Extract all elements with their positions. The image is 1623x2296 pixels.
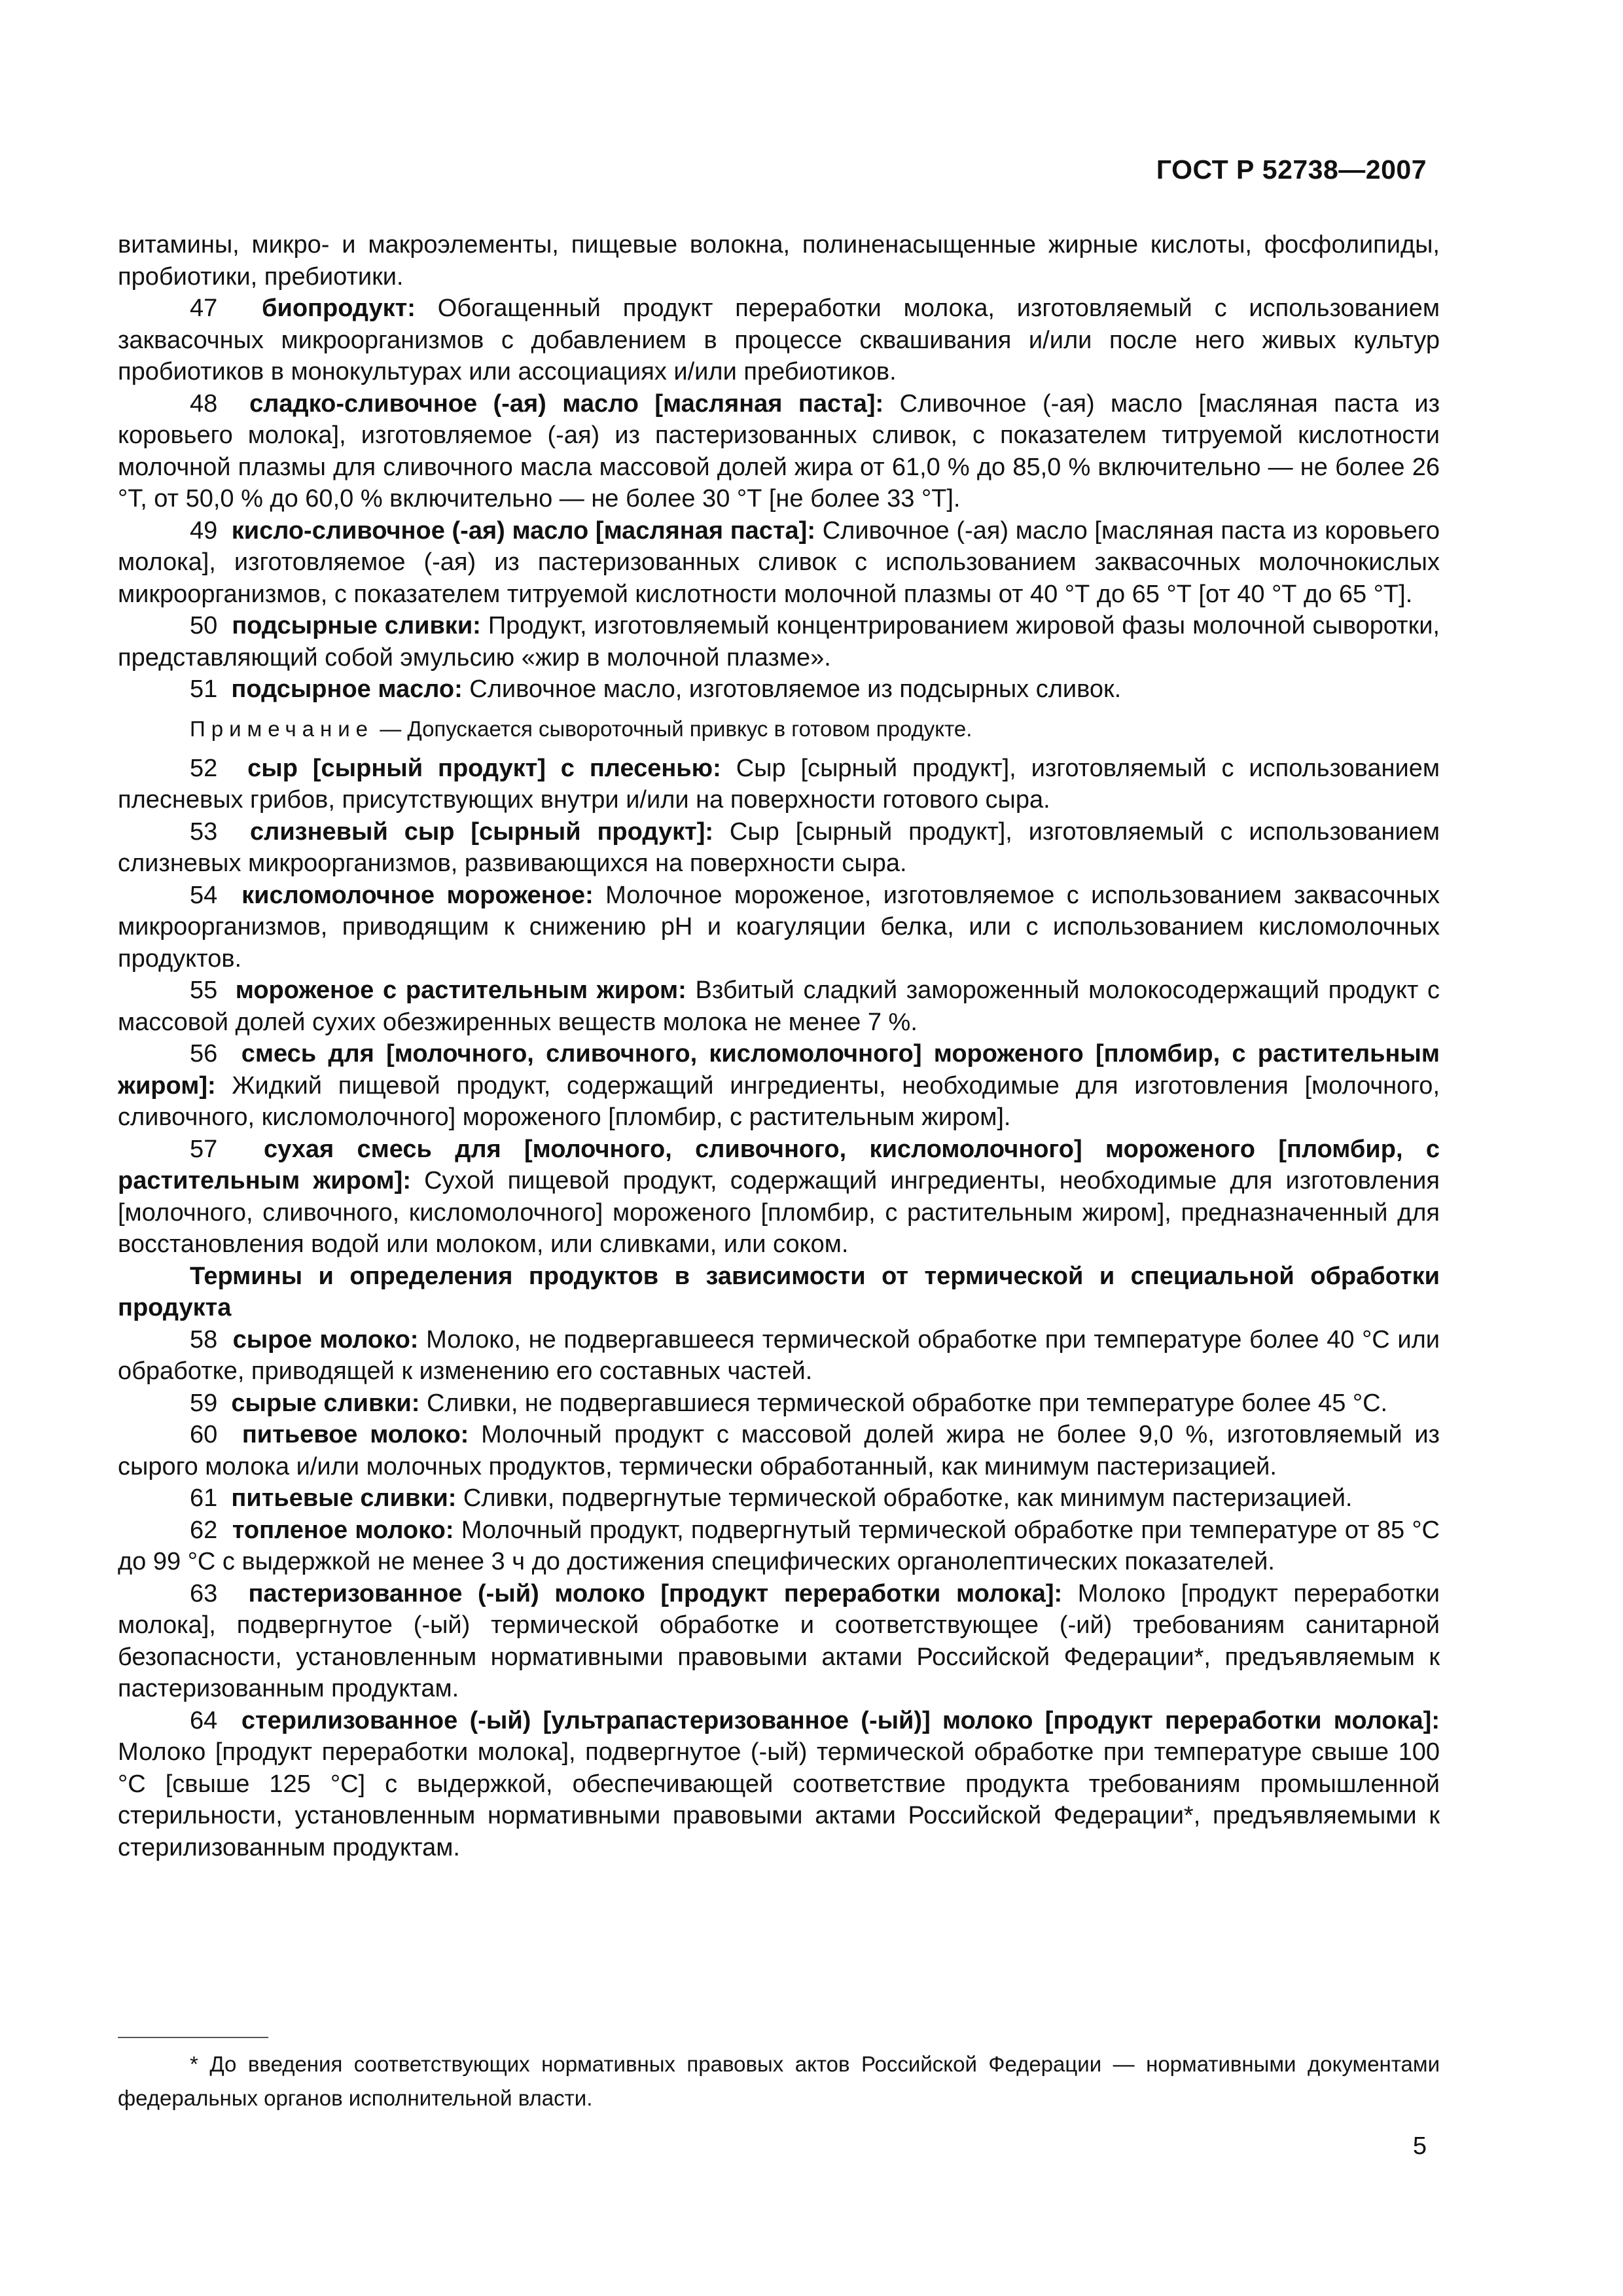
term-title: кисло-сливочное (-ая) масло [масляная паста]:: [231, 516, 815, 545]
entry-number: 55: [190, 977, 218, 1004]
entry-number: 54: [190, 881, 218, 909]
term-entry-59: [118, 1388, 1440, 1420]
term-entry-55: [118, 975, 1440, 1038]
term-definition: Сливки, подвергнутые термической обработке, как минимум пастеризацией.: [463, 1484, 1353, 1512]
term-entry-57: [118, 1134, 1440, 1261]
term-entry-54: [118, 880, 1440, 975]
term-title: питьевое молоко:: [241, 1421, 469, 1448]
term-entry-50: [118, 610, 1440, 673]
entry-number: 61: [190, 1484, 218, 1512]
page-number: 5: [1412, 2132, 1427, 2160]
term-entry-62: [118, 1515, 1440, 1578]
term-entry-52: [118, 753, 1440, 816]
entry-number: 63: [190, 1579, 218, 1607]
term-entry-49: [118, 515, 1440, 611]
term-title: пастеризованное (-ый) молоко [продукт переработки молока]:: [248, 1579, 1063, 1607]
entry-number: 59: [190, 1389, 218, 1417]
standard-header: ГОСТ Р 52738—2007: [1156, 154, 1427, 185]
term-entry-51: [118, 673, 1440, 706]
note-label: Примечание: [190, 716, 374, 741]
term-definition: Жидкий пищевой продукт, содержащий ингредиенты, необходимые для изготовления [молочного, сливочного, кисломолочного] мороженого [пломбир, с растительным жиром].: [118, 1071, 1440, 1131]
term-entry-56: [118, 1038, 1440, 1134]
term-title: биопродукт:: [261, 295, 416, 322]
entry-number: 48: [190, 389, 218, 418]
term-definition: Сухой пищевой продукт, содержащий ингредиенты, необходимые для изготовления [молочного, сливочного, кисломолочного] мороженого [пломбир, с растительным жиром], предназначенный для восстановления водой или молоком, или сливками, или соком.: [118, 1167, 1440, 1258]
footnote-divider: [118, 2037, 268, 2038]
term-definition: Сливки, не подвергавшиеся термической обработке при температуре более 45 °С.: [426, 1389, 1388, 1417]
body-text: [118, 229, 1440, 1863]
term-title: стерилизованное (-ый) [ультрапастеризованное (-ый)] молоко [продукт переработки молока]:: [241, 1706, 1440, 1734]
term-entry-63: [118, 1578, 1440, 1705]
term-definition: Молочное мороженое, изготовляемое с использованием заквасочных микроорганизмов, приводящим к снижению pH и коагуляции белка, или с использованием кисломолочных продуктов.: [118, 881, 1440, 973]
term-definition: Продукт, изготовляемый концентрированием жировой фазы молочной сыворотки, представляющий собой эмульсию «жир в молочной плазме».: [118, 612, 1440, 672]
term-title: подсырное масло:: [231, 675, 463, 703]
term-entry-61: [118, 1482, 1440, 1515]
term-definition: Молоко [продукт переработки молока], подвергнутое (-ый) термической обработке и соответствующее (-ий) требованиям санитарной безопасности, установленным нормативными правовыми актами Российской Федерации*, предъявляемым к пастеризованным продуктам.: [118, 1579, 1440, 1702]
footnote: * До введения соответствующих нормативных правовых актов Российской Федерации — нормативными документами федеральных органов исполнительной власти.: [118, 2052, 1440, 2110]
entry-number: 64: [190, 1706, 218, 1734]
term-definition: Молочный продукт с массовой долей жира не более 9,0 %, изготовляемый из сырого молока и/или молочных продуктов, термически обработанный, как минимум пастеризацией.: [118, 1421, 1440, 1480]
term-title: мороженое с растительным жиром:: [235, 977, 687, 1004]
term-entry-47: [118, 293, 1440, 388]
term-entry-48: [118, 388, 1440, 515]
entry-number: 52: [190, 754, 218, 782]
term-title: топленое молоко:: [232, 1516, 454, 1544]
entry-number: 51: [190, 675, 218, 703]
term-entry-53: [118, 816, 1440, 880]
term-definition: Обогащенный продукт переработки молока, изготовляемый с использованием заквасочных микроорганизмов с добавлением в процессе сквашивания и/или после него живых культур пробиотиков в монокультурах или ассоциациях и/или пребиотиков.: [118, 295, 1440, 386]
term-entry-64: [118, 1705, 1440, 1864]
term-definition: Молоко [продукт переработки молока], подвергнутое (-ый) термической обработке при температуре свыше 100 °С [свыше 125 °С] с выдержкой, обеспечивающей соответствие продукта требованиям промышленной стерильности, установленным нормативными правовыми актами Российской Федерации*, предъявляемыми к стерилизованным продуктам.: [118, 1738, 1440, 1861]
term-definition: Молоко, не подвергавшееся термической обработке при температуре более 40 °С или обработке, приводящей к изменению его составных частей.: [118, 1325, 1440, 1385]
term-title: сыр [сырный продукт] с плесенью:: [247, 754, 721, 782]
term-title: слизневый сыр [сырный продукт]:: [250, 817, 714, 846]
term-title: кисломолочное мороженое:: [241, 881, 594, 909]
entry-number: 53: [190, 817, 218, 846]
term-definition: Взбитый сладкий замороженный молокосодержащий продукт с массовой долей сухих обезжиренных веществ молока не менее 7 %.: [118, 977, 1440, 1036]
term-definition: Сливочное (-ая) масло [масляная паста из коровьего молока], изготовляемое (-ая) из пастеризованных сливок, с показателем титруемой кислотности молочной плазмы для сливочного масла массовой долей жира от 61,0 % до 85,0 % включительно — не более 26 °Т, от 50,0 % до 60,0 % включительно — не более 30 °Т [не более 33 °Т].: [118, 389, 1440, 512]
note-text: — Допускается сывороточный привкус в готовом продукте.: [380, 716, 972, 741]
term-title: смесь для [молочного, сливочного, кисломолочного] мороженого [пломбир, с растительным жиром]:: [118, 1040, 1440, 1100]
entry-number: 60: [190, 1421, 218, 1448]
section-heading: Термины и определения продуктов в зависимости от термической и специальной обработки продукта: [118, 1262, 1440, 1321]
entry-number: 62: [190, 1516, 218, 1544]
term-title: сырое молоко:: [232, 1325, 419, 1354]
term-definition: Сыр [сырный продукт], изготовляемый с использованием плесневых грибов, присутствующих внутри и/или на поверхности готового сыра.: [118, 754, 1440, 814]
term-title: сухая смесь для [молочного, сливочного, кисломолочного] мороженого [пломбир, с растительным жиром]:: [118, 1135, 1440, 1194]
entry-number: 50: [190, 612, 218, 639]
entry-number: 57: [190, 1135, 218, 1163]
entry-number: 47: [190, 295, 218, 322]
note-paragraph: [118, 713, 1440, 745]
term-title: питьевые сливки:: [231, 1484, 457, 1512]
entry-number: 49: [190, 516, 218, 545]
term-title: сырые сливки:: [231, 1389, 420, 1417]
term-entry-60: [118, 1419, 1440, 1482]
entry-number: 58: [190, 1325, 218, 1354]
term-definition: Сыр [сырный продукт], изготовляемый с использованием слизневых микроорганизмов, развивающихся на поверхности сыра.: [118, 817, 1440, 877]
term-definition: Сливочное (-ая) масло [масляная паста из коровьего молока], изготовляемое (-ая) из пастеризованных сливок с использованием заквасочных молочнокислых микроорганизмов, с показателем титруемой кислотности молочной плазмы от 40 °Т до 65 °Т [от 40 °Т до 65 °Т].: [118, 516, 1440, 608]
term-title: подсырные сливки:: [232, 612, 481, 639]
term-definition: Молочный продукт, подвергнутый термической обработке при температуре от 85 °С до 99 °С с выдержкой не менее 3 ч до достижения специфических органолептических показателей.: [118, 1516, 1440, 1575]
term-title: сладко-сливочное (-ая) масло [масляная паста]:: [249, 389, 884, 418]
term-entry-58: [118, 1324, 1440, 1388]
entry-number: 56: [190, 1040, 218, 1067]
continuation-paragraph: витамины, микро- и макроэлементы, пищевые волокна, полиненасыщенные жирные кислоты, фосфолипиды, пробиотики, пребиотики.: [118, 231, 1440, 291]
term-definition: Сливочное масло, изготовляемое из подсырных сливок.: [469, 675, 1122, 703]
